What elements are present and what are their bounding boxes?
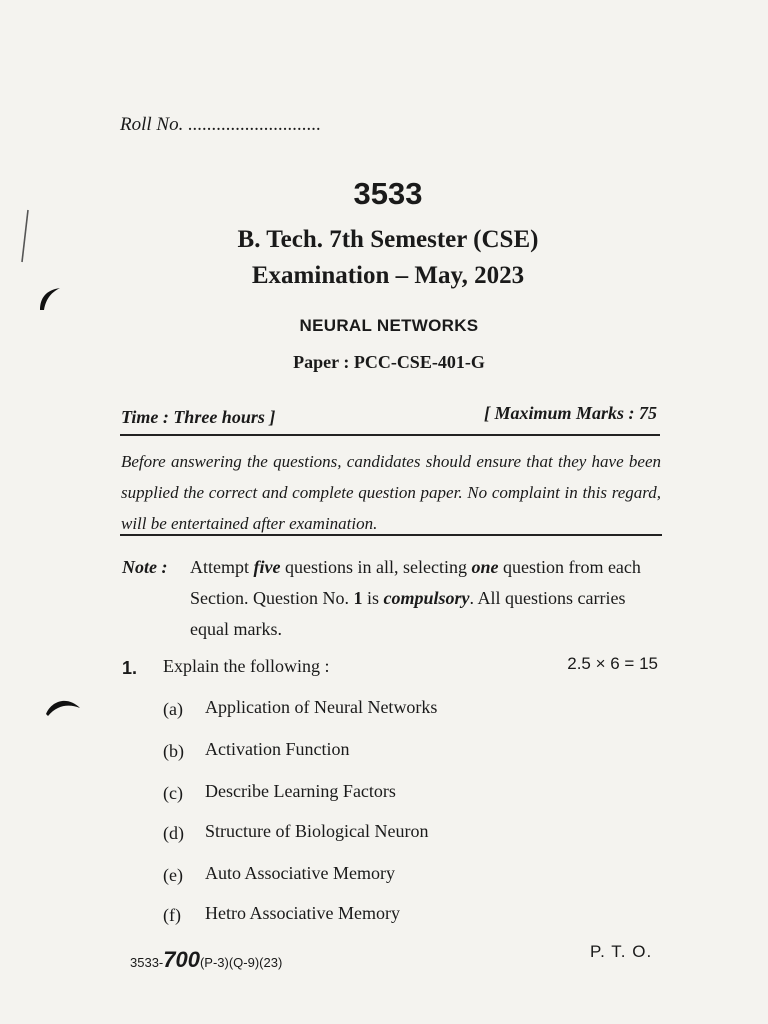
note-label: Note : — [122, 557, 168, 577]
note-text-part: . All questions carries equal marks. — [190, 588, 626, 639]
question-number: 1. — [122, 658, 138, 678]
paper-code-line: Paper : PCC-CSE-401-G — [293, 352, 485, 372]
footer-paper-code — [130, 947, 282, 973]
divider — [120, 434, 660, 436]
note-emphasis-one: one — [471, 557, 499, 577]
item-letter: (d) — [163, 823, 184, 843]
divider — [120, 534, 662, 536]
note-text-part: questions in all, selecting — [280, 557, 472, 577]
item-text: Structure of Biological Neuron — [205, 821, 429, 841]
item-text: Hetro Associative Memory — [205, 903, 400, 923]
instructions-paragraph: Before answering the questions, candidates should ensure that they have been supplied the correct and complete question paper. No complaint in this regard, will be entertained after examination. — [121, 452, 661, 533]
note-emphasis-five: five — [253, 557, 281, 577]
item-text: Auto Associative Memory — [205, 863, 395, 883]
item-letter: (b) — [163, 741, 184, 761]
note-text-part: question from each Section. Question No. — [190, 557, 641, 608]
punch-hole-mark — [42, 694, 82, 718]
item-text: Application of Neural Networks — [205, 697, 438, 717]
footer-code-prefix: 3533- — [130, 955, 164, 970]
note-text-part: Attempt — [190, 557, 254, 577]
maximum-marks: [ Maximum Marks : 75 — [483, 403, 657, 423]
item-letter: (f) — [163, 905, 181, 925]
question-marks: 2.5 × 6 = 15 — [567, 654, 658, 673]
footer-code-suffix: (P-3)(Q-9)(23) — [199, 955, 283, 970]
note-question-number: 1 — [353, 588, 363, 608]
paper-code: 3533 — [353, 176, 423, 211]
item-text: Describe Learning Factors — [205, 781, 396, 801]
subject-title: NEURAL NETWORKS — [299, 316, 479, 335]
question-text: Explain the following : — [163, 656, 330, 676]
please-turn-over: P. T. O. — [590, 942, 653, 961]
item-text: Activation Function — [205, 739, 350, 759]
exam-title-line2: Examination – May, 2023 — [251, 262, 525, 289]
roll-number-field: Roll No. ............................ — [120, 114, 322, 135]
note-text — [190, 552, 662, 645]
item-letter: (a) — [163, 699, 183, 719]
time-duration: Time : Three hours ] — [121, 407, 276, 427]
handwritten-count: 700 — [163, 947, 200, 972]
note-emphasis-compulsory: compulsory — [383, 588, 470, 608]
note-text-part: is — [362, 588, 384, 608]
item-letter: (c) — [163, 783, 183, 803]
exam-title-line1: B. Tech. 7th Semester (CSE) — [237, 226, 539, 253]
item-letter: (e) — [163, 865, 183, 885]
